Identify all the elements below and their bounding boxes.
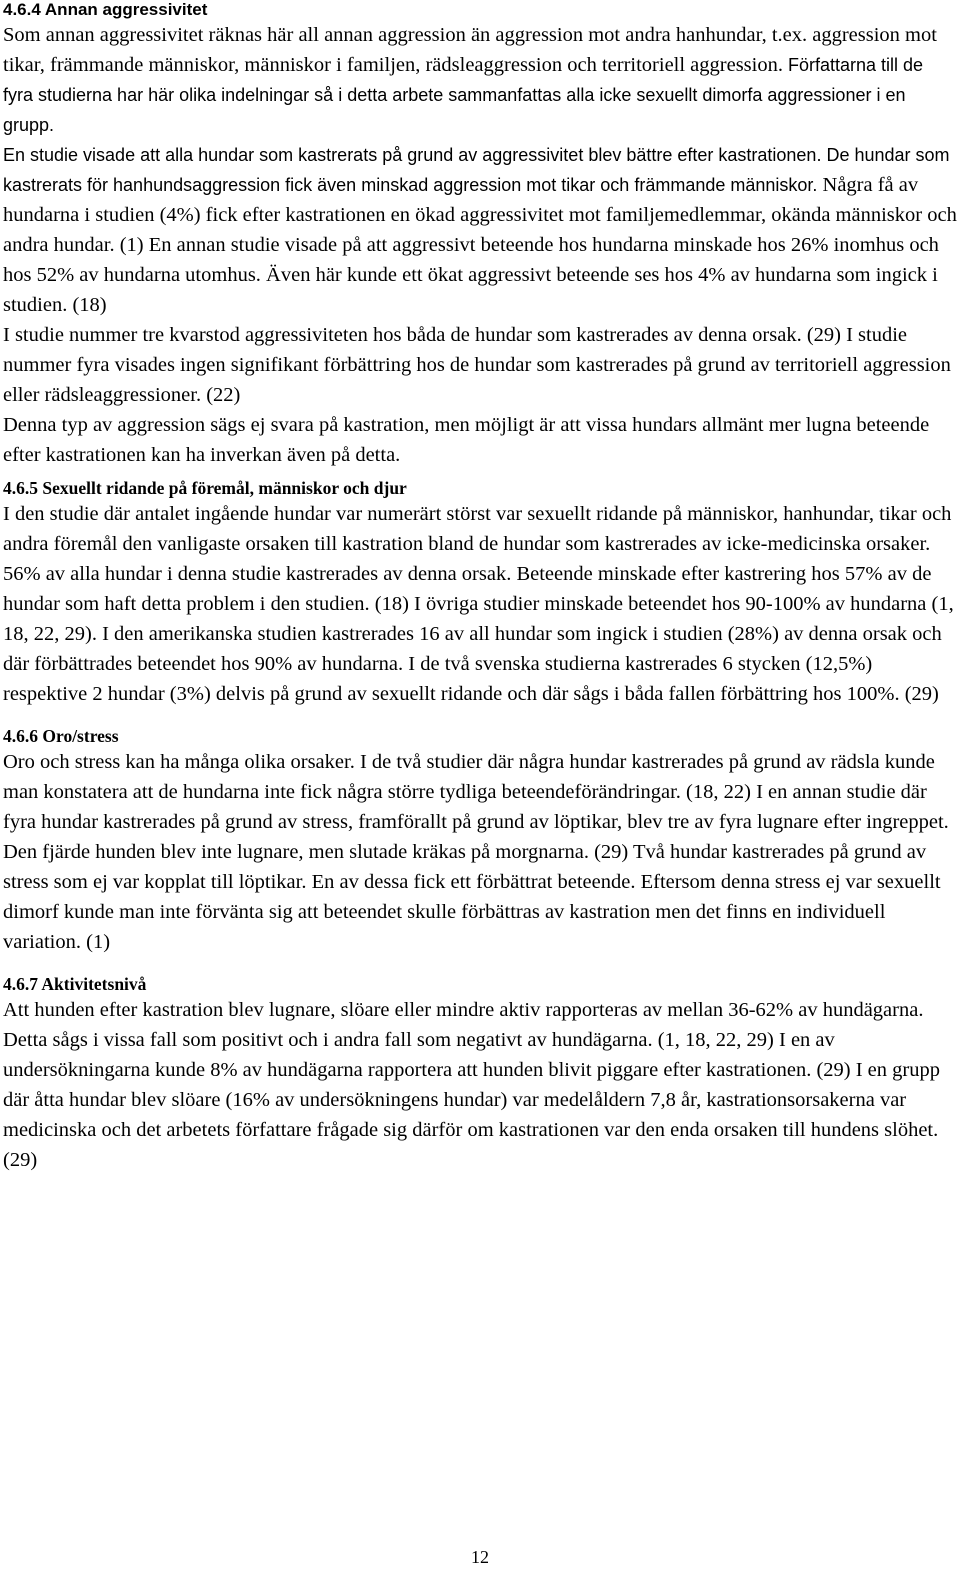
document-page [3,0,957,1175]
paragraph-text-serif: Några få av hundarna i studien (4%) fick efter kastrationen en ökad aggressivitet mot familjemedlemmar, okända människor och andra hundar. (1) En annan studie visade på att aggressivt beteende hos hundarna minskade hos 26% inomhus och hos 52% av hundarna utomhus. Även här kunde ett ökat aggressivt beteende ses hos 4% av hundarna som ingick i studien. (18) [3,174,957,316]
page-number: 12 [471,1547,489,1567]
paragraph-text-sans: Författarna till de fyra studierna har här olika indelningar så i detta arbete sammanfattas alla icke sexuellt dimorfa aggressioner i en grupp. [3,55,924,135]
section-4-6-6-body: Oro och stress kan ha många olika orsaker. I de två studier där några hundar kastrerades på grund av rädsla kunde man konstatera att de hundarna inte fick några större tydliga beteendeförändringar. (18, 22) I en annan studie där fyra hundar kastrerades på grund av stress, framförallt på grund av löptikar, blev tre av fyra lugnare efter ingreppet. Den fjärde hunden blev inte lugnare, men slutade kräkas på morgnarna. (29) Två hundar kastrerades på grund av stress som ej var kopplat till löptikar. En av dessa fick ett förbättrat beteende. Eftersom denna stress ej var sexuellt dimorf kunde man inte förvänta sig att beteendet skulle förbättras av kastration men det finns en individuell variation. (1) [3,751,949,953]
section-4-6-4-paragraph-4: Denna typ av aggression sägs ej svara på kastration, men möjligt är att vissa hundars allmänt mer lugna beteende efter kastrationen kan ha inverkan även på detta. [3,414,930,466]
section-heading-4-6-7: 4.6.7 Aktivitetsnivå [3,974,147,994]
section-4-6-4-paragraph-1 [3,20,957,140]
paragraph-text-serif: Som annan aggressivitet räknas här all annan aggression än aggression mot andra hanhundar, t.ex. aggression mot tikar, främmande människor, människor i familjen, rädsleaggression och territoriell aggression. [3,24,937,76]
section-4-6-5-body: I den studie där antalet ingående hundar var numerärt störst var sexuellt ridande på människor, hanhundar, tikar och andra föremål den vanligaste orsaken till kastration bland de hundar som kastrerades av icke-medicinska orsaker. 56% av alla hundar i denna studie kastrerades av denna orsak. Beteende minskade efter kastrering hos 57% av de hundar som haft detta problem i den studien. (18) I övriga studier minskade beteendet hos 90-100% av hundarna (1, 18, 22, 29). I den amerikanska studien kastrerades 16 av all hundar som ingick i studien (28%) av denna orsak och där förbättrades beteendet hos 90% av hundarna. I de två svenska studierna kastrerades 6 stycken (12,5%) respektive 2 hundar (3%) delvis på grund av sexuellt ridande och där sågs i båda fallen förbättring hos 100%. (29) [3,503,954,705]
section-4-6-4-paragraph-2 [3,140,957,320]
section-4-6-7-body: Att hunden efter kastration blev lugnare, slöare eller mindre aktiv rapporteras av mellan 36-62% av hundägarna. Detta sågs i vissa fall som positivt och i andra fall som negativt av hundägarna. (1, 18, 22, 29) I en av undersökningarna kunde 8% av hundägarna rapportera att hunden blivit piggare efter kastrationen. (29) I en grupp där åtta hundar blev slöare (16% av undersökningens hundar) var medelåldern 7,8 år, kastrationsorsakerna var medicinska och det arbetets författare frågade sig därför om kastrationen var den enda orsaken till hundens slöhet. (29) [3,999,940,1171]
paragraph-text-sans: En studie visade att alla hundar som kastrerats på grund av aggressivitet blev bättre efter kastrationen. De hundar som kastrerats för hanhundsaggression fick även minskad aggression mot tikar och främmande människor. [3,145,950,195]
section-heading-4-6-6: 4.6.6 Oro/stress [3,726,119,746]
section-4-6-4-paragraph-3: I studie nummer tre kvarstod aggressiviteten hos båda de hundar som kastrerades av denna orsak. (29) I studie nummer fyra visades ingen signifikant förbättring hos de hundar som kastrerades på grund av territoriell aggression eller rädsleaggressioner. (22) [3,324,951,406]
section-heading-4-6-5: 4.6.5 Sexuellt ridande på föremål, människor och djur [3,478,407,498]
section-heading-4-6-4: 4.6.4 Annan aggressivitet [3,0,208,19]
